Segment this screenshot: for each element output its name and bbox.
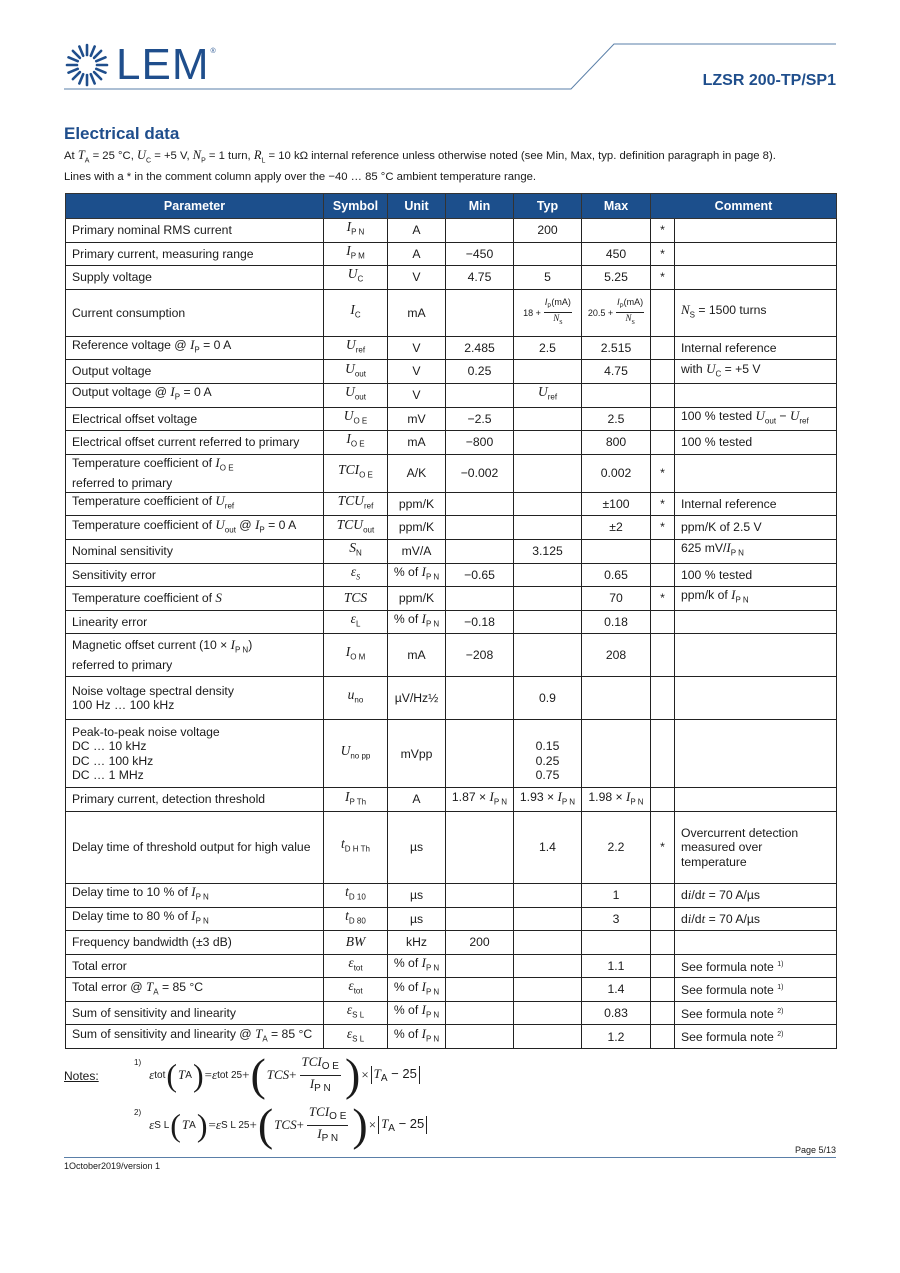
table-row: Total error @ $T_A = 85$ °C $\varepsilon_{tot}$ % of $I_{P N}$ 1.4 See formula note $^{1)}$ [66, 978, 837, 1002]
logo-wordmark: LEM [116, 40, 210, 89]
formula-1: 1) ε tot ( T A ) = ε tot 25 + ( TCS + $TCI_{O E}$ $I_{P N}$ ) × $T_A - 25$ [134, 1052, 420, 1098]
document-id: LZSR 200-TP/SP1 [702, 72, 836, 89]
header-unit: Unit [388, 194, 446, 219]
header-comment: Comment [651, 194, 837, 219]
table-row: Sum of sensitivity and linearity $\varepsilon_{S L}$ % of $I_{P N}$ 0.83 See formula note $^{2)}$ [66, 1001, 837, 1025]
header-symbol: Symbol [324, 194, 388, 219]
version-label: 1October2019/version 1 [64, 1161, 161, 1171]
table-row: Temperature coefficient of $U_{out}$ @ $I_P = 0$ A $TCU_{out}$ ppm/K ±2 * ppm/K of 2.5 V [66, 516, 837, 540]
table-row: Delay time to 10 % of $I_{P N}$ $t_{D 10}$ µs 1 di/dt = 70 A/µs [66, 883, 837, 907]
registered-mark: ® [210, 48, 216, 55]
typ-consumption-formula: 18 + $\frac{I_P(mA)}{N_S}$ [523, 297, 571, 327]
table-row: Primary current, detection threshold $I_{P Th}$ A $1.87 \times I_{P N}$ $1.93 \times I_{P N}$ $1.98 \times I_{P N}$ [66, 788, 837, 812]
page-header [0, 0, 900, 100]
table-row: Primary nominal RMS current $I_{P N}$ A 200 * [66, 219, 837, 243]
table-row: Frequency bandwidth (±3 dB) BW kHz 200 [66, 931, 837, 955]
table-row: Current consumption $I_C$ mA 18 + $\frac{I_P(mA)}{N_S}$ 20.5 + $\frac{I_P(mA)}{N_S}$ $N_S = 1500$ turns [66, 289, 837, 336]
table-row: Linearity error $\varepsilon_L$ % of $I_{P N}$ −0.18 0.18 [66, 610, 837, 634]
table-header-row [66, 194, 837, 219]
electrical-data-table [65, 193, 837, 1049]
table-row: Output voltage @ $I_P = 0$ A $U_{out}$ V $U_{ref}$ [66, 383, 837, 407]
table-row: Peak-to-peak noise voltage DC … 10 kHz DC … 100 kHz DC … 1 MHz $U_{no pp}$ mVpp 0.15 0.25 0.75 [66, 720, 837, 788]
table-row: Delay time of threshold output for high value $t_{D H Th}$ µs 1.4 2.2 * Overcurrent detection measured over temperature [66, 811, 837, 883]
table-row: Electrical offset current referred to primary $I_{O E}$ mA −800 800 100 % tested [66, 431, 837, 455]
table-row: Primary current, measuring range $I_{P M}$ A −450 450 * [66, 242, 837, 266]
table-row: Noise voltage spectral density 100 Hz … 100 kHz $u_{no}$ µV/Hz½ 0.9 [66, 677, 837, 720]
table-row: Total error $\varepsilon_{tot}$ % of $I_{P N}$ 1.1 See formula note $^{1)}$ [66, 954, 837, 978]
page-number: Page 5/13 [794, 1145, 836, 1155]
intro-text: At $T_A = 25$ °C, $U_C = +5$ V, $N_P = 1$ turn, $R_L = 10$ kΩ internal reference unless otherwise noted (see Min, Max, typ. definition paragraph in page 8). Lines with a * in the comment column apply over the −40 … 85 °C ambient temperature range. [64, 148, 776, 184]
section-title: Electrical data [64, 124, 180, 143]
table-row: Magnetic offset current $(10 \times I_{P N})$ referred to primary $I_{O M}$ mA −208 208 [66, 634, 837, 677]
header-parameter: Parameter [66, 194, 324, 219]
max-consumption-formula: 20.5 + $\frac{I_P(mA)}{N_S}$ [587, 297, 644, 327]
notes-section [64, 1049, 836, 1152]
table-row: Delay time to 80 % of $I_{P N}$ $t_{D 80}$ µs 3 di/dt = 70 A/µs [66, 907, 837, 931]
header-max: Max [582, 194, 651, 219]
table-row: Sensitivity error $\varepsilon_S$ % of $I_{P N}$ −0.65 0.65 100 % tested [66, 563, 837, 587]
notes-label: Notes: [64, 1069, 99, 1083]
header-typ: Typ [514, 194, 582, 219]
formula-2: 2) ε S L ( T A ) = ε S L 25 + ( TCS + $TCI_{O E}$ $I_{P N}$ ) × $T_A - 25$ [134, 1102, 427, 1148]
table-row: Temperature coefficient of $I_{O E}$ referred to primary $TCI_{O E}$ A/K −0.002 0.002 * [66, 454, 837, 492]
header-min: Min [446, 194, 514, 219]
table-row: Temperature coefficient of $U_{ref}$ $TCU_{ref}$ ppm/K ±100 * Internal reference [66, 492, 837, 516]
lem-logo [64, 40, 216, 90]
table-row: Nominal sensitivity $S_N$ mV/A 3.125 625 $mV/I_{P N}$ [66, 539, 837, 563]
table-row: Output voltage $U_{out}$ V 0.25 4.75 with $U_C = +5$ V [66, 360, 837, 384]
footer-divider [64, 1157, 836, 1158]
table-row: Temperature coefficient of S TCS ppm/K 70 * ppm/k of $I_{P N}$ [66, 587, 837, 611]
table-row: Reference voltage @ $I_P = 0$ A $U_{ref}$ V 2.485 2.5 2.515 Internal reference [66, 336, 837, 360]
table-row: Supply voltage $U_C$ V 4.75 5 5.25 * [66, 266, 837, 290]
sunburst-icon [64, 42, 110, 88]
table-row: Sum of sensitivity and linearity @ $T_A = 85$ °C $\varepsilon_{S L}$ % of $I_{P N}$ 1.2 See formula note $^{2)}$ [66, 1025, 837, 1049]
table-row: Electrical offset voltage $U_{O E}$ mV −2.5 2.5 100 % tested $U_{out} - U_{ref}$ [66, 407, 837, 431]
